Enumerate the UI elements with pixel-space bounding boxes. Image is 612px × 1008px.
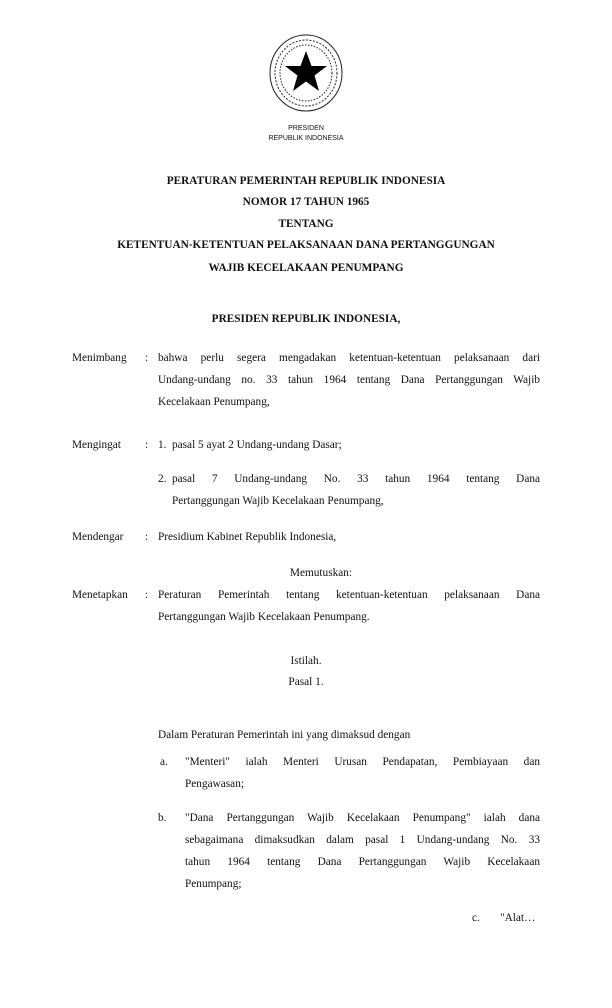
menimbang-text: bahwa perlu segera mengadakan ketentuan-ketentuan pelaksanaan dari (158, 352, 540, 364)
intro-text: Dalam Peraturan Pemerintah ini yang dimaksud dengan (158, 729, 411, 741)
menimbang-label: Menimbang (72, 352, 127, 364)
president-heading: PRESIDEN REPUBLIK INDONESIA, (211, 313, 401, 325)
title-line: WAJIB KECELAKAAN PENUMPANG (208, 262, 404, 274)
article-heading: Pasal 1. (288, 676, 324, 688)
definition-text: Pengawasan; (185, 778, 244, 790)
title-line: KETENTUAN-KETENTUAN PELAKSANAAN DANA PERTANGGUNGAN (117, 239, 495, 251)
title-line: TENTANG (278, 218, 334, 230)
mendengar-label: Mendengar (72, 531, 124, 543)
definition-text: "Menteri" ialah Menteri Urusan Pendapatan, Pembiayaan dan (185, 756, 540, 768)
section-heading: Istilah. (290, 655, 322, 667)
continuation-text: "Alat… (500, 912, 536, 924)
continuation-letter: c. (472, 912, 480, 924)
definition-letter: a. (160, 756, 168, 768)
colon: : (145, 352, 149, 364)
colon: : (145, 531, 149, 543)
colon: : (145, 439, 149, 451)
mengingat-label: Mengingat (72, 439, 121, 451)
menetapkan-text: Peraturan Pemerintah tentang ketentuan-ketentuan pelaksanaan Dana (158, 589, 540, 601)
mengingat-text: Pertanggungan Wajib Kecelakaan Penumpang, (172, 495, 384, 507)
menetapkan-label: Menetapkan (72, 589, 128, 601)
title-line: NOMOR 17 TAHUN 1965 (242, 196, 370, 208)
garuda-emblem-icon (266, 33, 346, 117)
mendengar-text: Presidium Kabinet Republik Indonesia, (158, 531, 337, 543)
emblem-caption-1: PRESIDEN (288, 125, 324, 132)
definition-text: tahun 1964 tentang Dana Pertanggungan Wajib Kecelakaan (185, 856, 540, 868)
mengingat-text: pasal 7 Undang-undang No. 33 tahun 1964 tentang Dana (172, 473, 540, 485)
memutuskan-heading: Memutuskan: (289, 567, 353, 579)
emblem-caption-2: REPUBLIK INDONESIA (268, 135, 344, 142)
definition-text: Penumpang; (185, 878, 242, 890)
item-number: 1. (158, 439, 167, 451)
menimbang-text: Kecelakaan Penumpang, (158, 396, 270, 408)
mengingat-text: pasal 5 ayat 2 Undang-undang Dasar; (172, 439, 342, 451)
definition-text: sebagaimana dimaksudkan dalam pasal 1 Undang-undang No. 33 (185, 834, 540, 846)
menetapkan-text: Pertanggungan Wajib Kecelakaan Penumpang. (158, 611, 370, 623)
title-line: PERATURAN PEMERINTAH REPUBLIK INDONESIA (166, 175, 446, 187)
menimbang-text: Undang-undang no. 33 tahun 1964 tentang Dana Pertanggungan Wajib (158, 374, 540, 386)
definition-text: "Dana Pertanggungan Wajib Kecelakaan Penumpang" ialah dana (185, 812, 540, 824)
definition-letter: b. (158, 812, 167, 824)
colon: : (145, 589, 149, 601)
item-number: 2. (158, 473, 167, 485)
